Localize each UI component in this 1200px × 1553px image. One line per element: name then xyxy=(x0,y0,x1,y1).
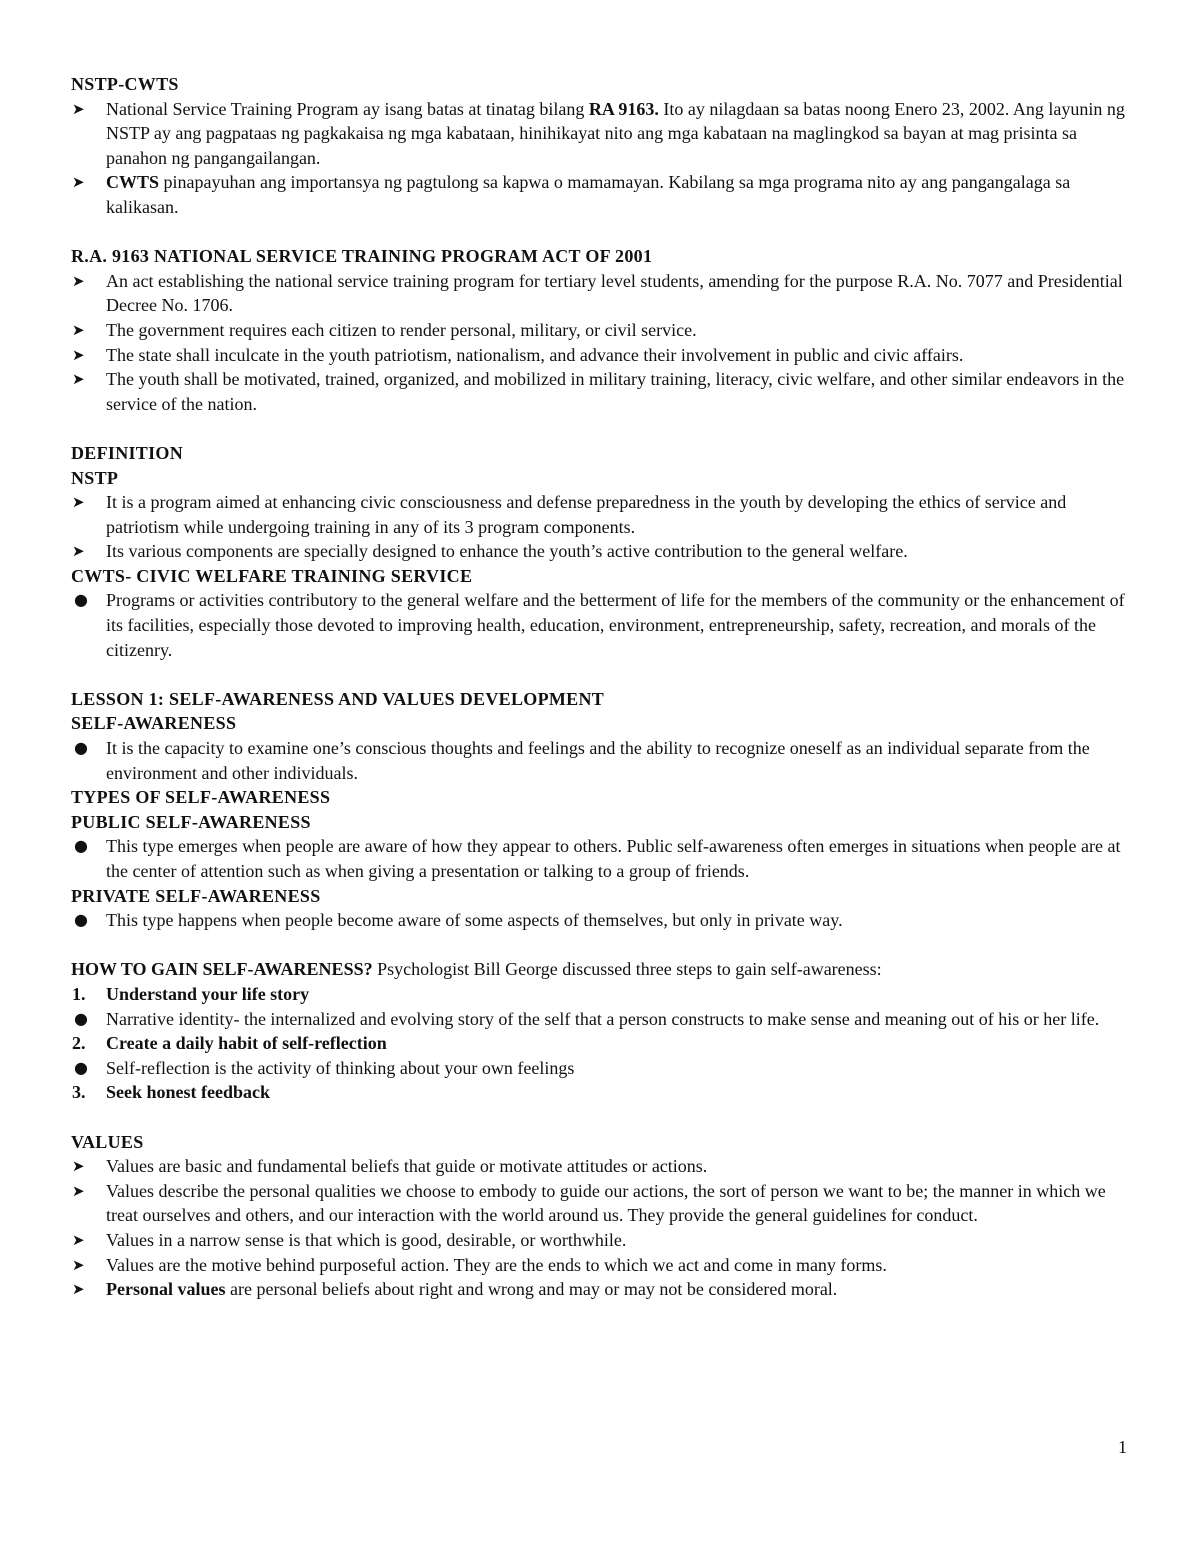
list-item: ➤ Its various components are specially designed to enhance the youth’s active contribution to the general welfare. xyxy=(71,539,1131,564)
subheading-private: PRIVATE SELF-AWARENESS xyxy=(71,885,321,906)
numbered-item: 3. Seek honest feedback xyxy=(72,1082,271,1103)
subheading-self-awareness: SELF-AWARENESS xyxy=(71,713,237,734)
arrow-bullet-icon: ➤ xyxy=(72,345,85,364)
list-item: ● It is the capacity to examine one’s conscious thoughts and feelings and the ability to recognize oneself as an individual separate from the environment and other individuals. xyxy=(74,738,1090,783)
subheading-nstp: NSTP xyxy=(71,467,119,488)
heading-lesson-1: LESSON 1: SELF-AWARENESS AND VALUES DEVELOPMENT xyxy=(71,688,605,709)
list-item: ➤ Values in a narrow sense is that which is good, desirable, or worthwhile. xyxy=(71,1228,1131,1253)
list-item: ➤ The youth shall be motivated, trained, organized, and mobilized in military training, literacy, civic welfare, and other similar endeavors in the service of the nation. xyxy=(72,369,1125,414)
subheading-public: PUBLIC SELF-AWARENESS xyxy=(71,811,311,832)
list-item: ● This type emerges when people are aware of how they appear to others. Public self-awareness often emerges in situations when people are at the center of attention such as when giving a presentation or talking to a group of friends. xyxy=(74,836,1121,881)
list-item: ➤ Values are the motive behind purposeful action. They are the ends to which we act and come in many forms. xyxy=(71,1253,1131,1278)
list-item: ➤ The state shall inculcate in the youth patriotism, nationalism, and advance their involvement in public and civic affairs. xyxy=(71,343,1131,368)
heading-ra-9163: R.A. 9163 NATIONAL SERVICE TRAINING PROGRAM ACT OF 2001 xyxy=(71,246,653,267)
arrow-bullet-icon: ➤ xyxy=(72,370,85,389)
arrow-bullet-icon: ➤ xyxy=(72,173,85,192)
round-bullet-icon: ● xyxy=(74,590,88,610)
arrow-bullet-icon: ➤ xyxy=(72,99,85,118)
arrow-bullet-icon: ➤ xyxy=(72,493,85,512)
document-content xyxy=(71,72,1131,1302)
list-item: ● Self-reflection is the activity of thinking about your own feelings xyxy=(71,1056,1131,1081)
paragraph-how-to-gain: HOW TO GAIN SELF-AWARENESS? Psychologist Bill George discussed three steps to gain self-awareness: xyxy=(71,959,882,980)
list-item: ➤ The government requires each citizen to render personal, military, or civil service. xyxy=(71,318,1131,343)
list-item: ● This type happens when people become aware of some aspects of themselves, but only in private way. xyxy=(71,908,1131,933)
list-item: ➤ CWTS pinapayuhan ang importansya ng pagtulong sa kapwa o mamamayan. Kabilang sa mga programa nito ay ang pangangalaga sa kalikasan. xyxy=(72,172,1071,217)
round-bullet-icon: ● xyxy=(74,1057,88,1077)
list-item: ➤ It is a program aimed at enhancing civic consciousness and defense preparedness in the youth by developing the ethics of service and patriotism while undergoing training in any of its 3 program components. xyxy=(72,492,1067,537)
arrow-bullet-icon: ➤ xyxy=(72,1157,85,1176)
list-item: ➤ National Service Training Program ay isang batas at tinatag bilang RA 9163. Ito ay nilagdaan sa batas noong Enero 23, 2002. Ang layunin ng NSTP ay ang pagpataas ng pagkakaisa ng mga kabataan, hinihikayat nito ang mga kabataan na maglingkod sa bayan at mag prisinta sa panahon ng pangangailangan. xyxy=(72,98,1125,168)
numbered-item: 1. Understand your life story xyxy=(72,983,310,1004)
heading-nstp-cwts: NSTP-CWTS xyxy=(71,74,179,94)
heading-values: VALUES xyxy=(71,1131,144,1152)
numbered-item: 2. Create a daily habit of self-reflection xyxy=(72,1033,387,1054)
round-bullet-icon: ● xyxy=(74,836,88,856)
arrow-bullet-icon: ➤ xyxy=(72,1181,85,1200)
arrow-bullet-icon: ➤ xyxy=(72,1255,85,1274)
arrow-bullet-icon: ➤ xyxy=(72,542,85,561)
arrow-bullet-icon: ➤ xyxy=(72,271,85,290)
heading-how-to-gain: HOW TO GAIN SELF-AWARENESS? xyxy=(71,959,373,980)
arrow-bullet-icon: ➤ xyxy=(72,1230,85,1249)
heading-definition: DEFINITION xyxy=(71,442,184,463)
round-bullet-icon: ● xyxy=(74,1008,88,1028)
list-item: ➤ Values are basic and fundamental beliefs that guide or motivate attitudes or actions. xyxy=(71,1154,1131,1179)
arrow-bullet-icon: ➤ xyxy=(72,320,85,339)
page-number: 1 xyxy=(1118,1437,1127,1457)
subheading-types: TYPES OF SELF-AWARENESS xyxy=(71,787,331,808)
list-item: ➤ An act establishing the national service training program for tertiary level students, amending for the purpose R.A. No. 7077 and Presidential Decree No. 1706. xyxy=(72,270,1123,316)
round-bullet-icon: ● xyxy=(74,910,88,930)
list-item: ➤ Values describe the personal qualities we choose to embody to guide our actions, the sort of person we want to be; the manner in which we treat ourselves and others, and our interaction with the world around us. They provide the general guidelines for conduct. xyxy=(72,1180,1106,1226)
round-bullet-icon: ● xyxy=(74,738,88,758)
list-item: ➤ Personal values are personal beliefs about right and wrong and may or may not be considered moral. xyxy=(71,1277,1131,1302)
arrow-bullet-icon: ➤ xyxy=(72,1280,85,1299)
subheading-cwts: CWTS- CIVIC WELFARE TRAINING SERVICE xyxy=(71,565,473,586)
list-item: ● Programs or activities contributory to the general welfare and the betterment of life for the members of the community or the enhancement of its facilities, especially those devoted to improving health, education, environment, entrepreneurship, safety, recreation, and morals of the citizenry. xyxy=(74,590,1125,660)
list-item: ● Narrative identity- the internalized and evolving story of the self that a person constructs to make sense and meaning out of his or her life. xyxy=(71,1007,1131,1032)
